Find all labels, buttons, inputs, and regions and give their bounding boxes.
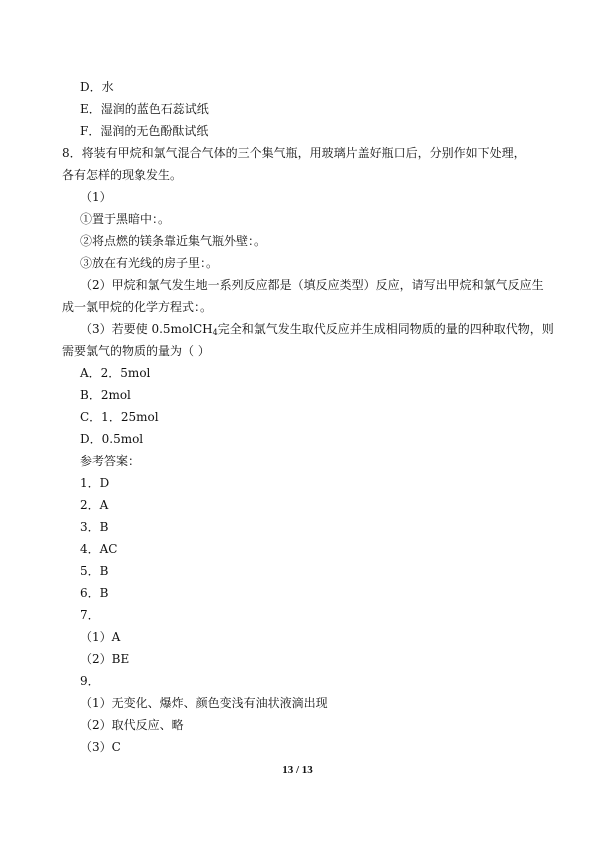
answer-9: 9． <box>80 674 100 688</box>
option-e: E．湿润的蓝色石蕊试纸 <box>80 102 209 116</box>
answer-6: 6．B <box>80 586 109 600</box>
answer-7-part2: （2）BE <box>80 652 130 666</box>
answer-9-part2: （2）取代反应、略 <box>80 718 184 732</box>
page-number: 13 / 13 <box>282 764 313 776</box>
option-d-water: D．水 <box>80 80 114 94</box>
question-8-part1: （1） <box>80 190 112 204</box>
question-8-part3-rest: 完全和氯气发生取代反应并生成相同物质的量的四种取代物，则 <box>217 322 554 336</box>
choice-d: D．0.5mol <box>80 432 144 446</box>
ch4-subscript: 4 <box>212 328 218 337</box>
answer-9-part1: （1）无变化、爆炸、颜色变浅有油状液滴出现 <box>80 696 328 710</box>
option-f: F．湿润的无色酚酞试纸 <box>80 124 209 138</box>
question-8-part2-line1: （2）甲烷和氯气发生地一系列反应都是（填反应类型）反应，请写出甲烷和氯气反应生 <box>80 278 544 292</box>
question-8-part3-line1 <box>80 318 554 340</box>
question-8-part3-start: （3）若要使 0.5molCH <box>80 322 213 336</box>
answer-7: 7． <box>80 608 100 622</box>
question-8-item3: ③放在有光线的房子里：。 <box>80 256 219 270</box>
answer-5: 5．B <box>80 564 109 578</box>
question-8-line2: 各有怎样的现象发生。 <box>62 168 183 182</box>
answer-1: 1．D <box>80 476 110 490</box>
question-8-part2-line2: 成一氯甲烷的化学方程式：。 <box>62 300 213 314</box>
answer-2: 2．A <box>80 498 109 512</box>
answer-7-part1: （1）A <box>80 630 121 644</box>
choice-a: A．2．5mol <box>80 366 151 380</box>
choice-c: C．1．25mol <box>80 410 159 424</box>
question-8-line1: 8．将装有甲烷和氯气混合气体的三个集气瓶，用玻璃片盖好瓶口后，分别作如下处理， <box>62 146 526 160</box>
answer-4: 4．AC <box>80 542 118 556</box>
answer-3: 3．B <box>80 520 109 534</box>
question-8-part3-line2: 需要氯气的物质的量为（ ） <box>62 344 210 358</box>
answer-9-part3: （3）C <box>80 740 121 754</box>
answers-heading: 参考答案： <box>80 454 141 468</box>
question-8-item2: ②将点燃的镁条靠近集气瓶外壁：。 <box>80 234 267 248</box>
choice-b: B．2mol <box>80 388 131 402</box>
question-8-item1: ①置于黑暗中：。 <box>80 212 171 226</box>
